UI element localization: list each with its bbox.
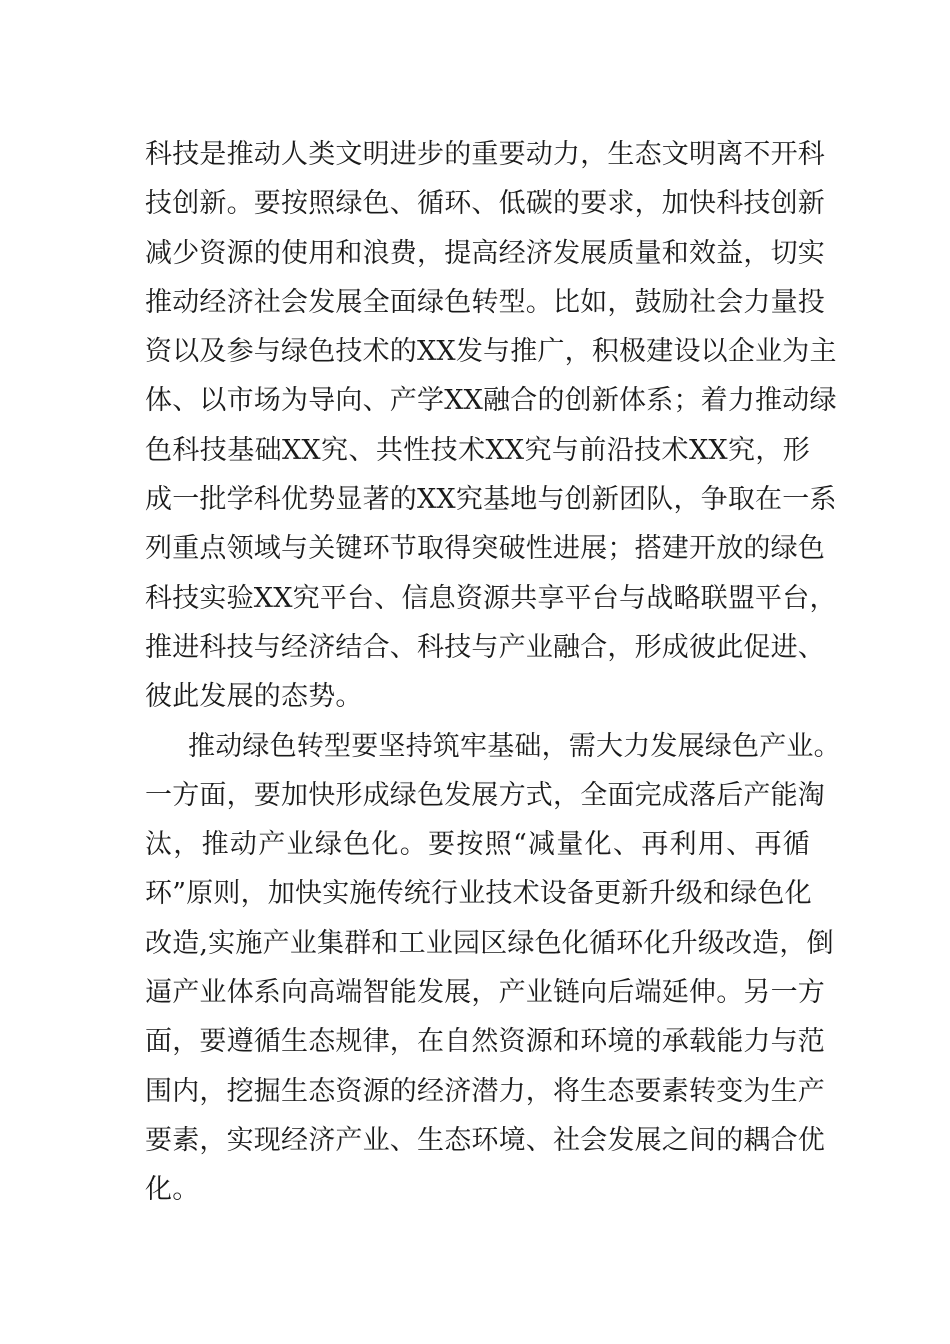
paragraph-line: 推动经济社会发展全面绿色转型。比如，鼓励社会力量投 (145, 286, 825, 318)
paragraph-line: 列重点领域与关键环节取得突破性进展；搭建开放的绿色 (145, 533, 825, 565)
paragraph-line: 体、以市场为导向、产学XX融合的创新体系；着力推动绿 (145, 385, 837, 417)
paragraph-line: 化。 (145, 1174, 200, 1206)
paragraph-line: 逼产业体系向高端智能发展，产业链向后端延伸。另一方 (145, 977, 825, 1009)
paragraph-line: 围内，挖掘生态资源的经济潜力，将生态要素转变为生产 (145, 1075, 825, 1107)
paragraph-line: 技创新。要按照绿色、循环、低碳的要求，加快科技创新 (145, 188, 825, 220)
paragraph-line: 科技是推动人类文明进步的重要动力，生态文明离不开科 (145, 139, 825, 170)
paragraph-line: 推动绿色转型要坚持筑牢基础，需大力发展绿色产业。 (188, 730, 841, 762)
paragraph-line: 面，要遵循生态规律，在自然资源和环境的承载能力与范 (145, 1026, 825, 1058)
paragraph-line: 环”原则，加快实施传统行业技术设备更新升级和绿色化 (145, 878, 812, 910)
paragraph-line: 要素，实现经济产业、生态环境、社会发展之间的耦合优 (145, 1124, 825, 1156)
paragraph-line: 成一批学科优势显著的XX究基地与创新团队，争取在一系 (145, 484, 837, 516)
paragraph-line: 减少资源的使用和浪费，提高经济发展质量和效益，切实 (145, 237, 825, 269)
paragraph-line: 推进科技与经济结合、科技与产业融合，形成彼此促进、 (145, 631, 825, 663)
paragraph-line: 科技实验XX究平台、信息资源共享平台与战略联盟平台， (145, 582, 837, 614)
paragraph-line: 汰，推动产业绿色化。要按照“减量化、再利用、再循 (145, 829, 810, 861)
paragraph-line: 改造,实施产业集群和工业园区绿色化循环化升级改造，倒 (145, 927, 834, 959)
paragraph-1 (145, 130, 837, 722)
paragraph-2 (145, 722, 841, 1215)
paragraph-line: 资以及参与绿色技术的XX发与推广，积极建设以企业为主 (145, 336, 837, 368)
paragraph-line: 一方面，要加快形成绿色发展方式，全面完成落后产能淘 (145, 779, 825, 811)
paragraph-line: 色科技基础XX究、共性技术XX究与前沿技术XX究，形 (145, 434, 810, 466)
document-body (145, 130, 841, 1215)
paragraph-line: 彼此发展的态势。 (145, 681, 363, 713)
